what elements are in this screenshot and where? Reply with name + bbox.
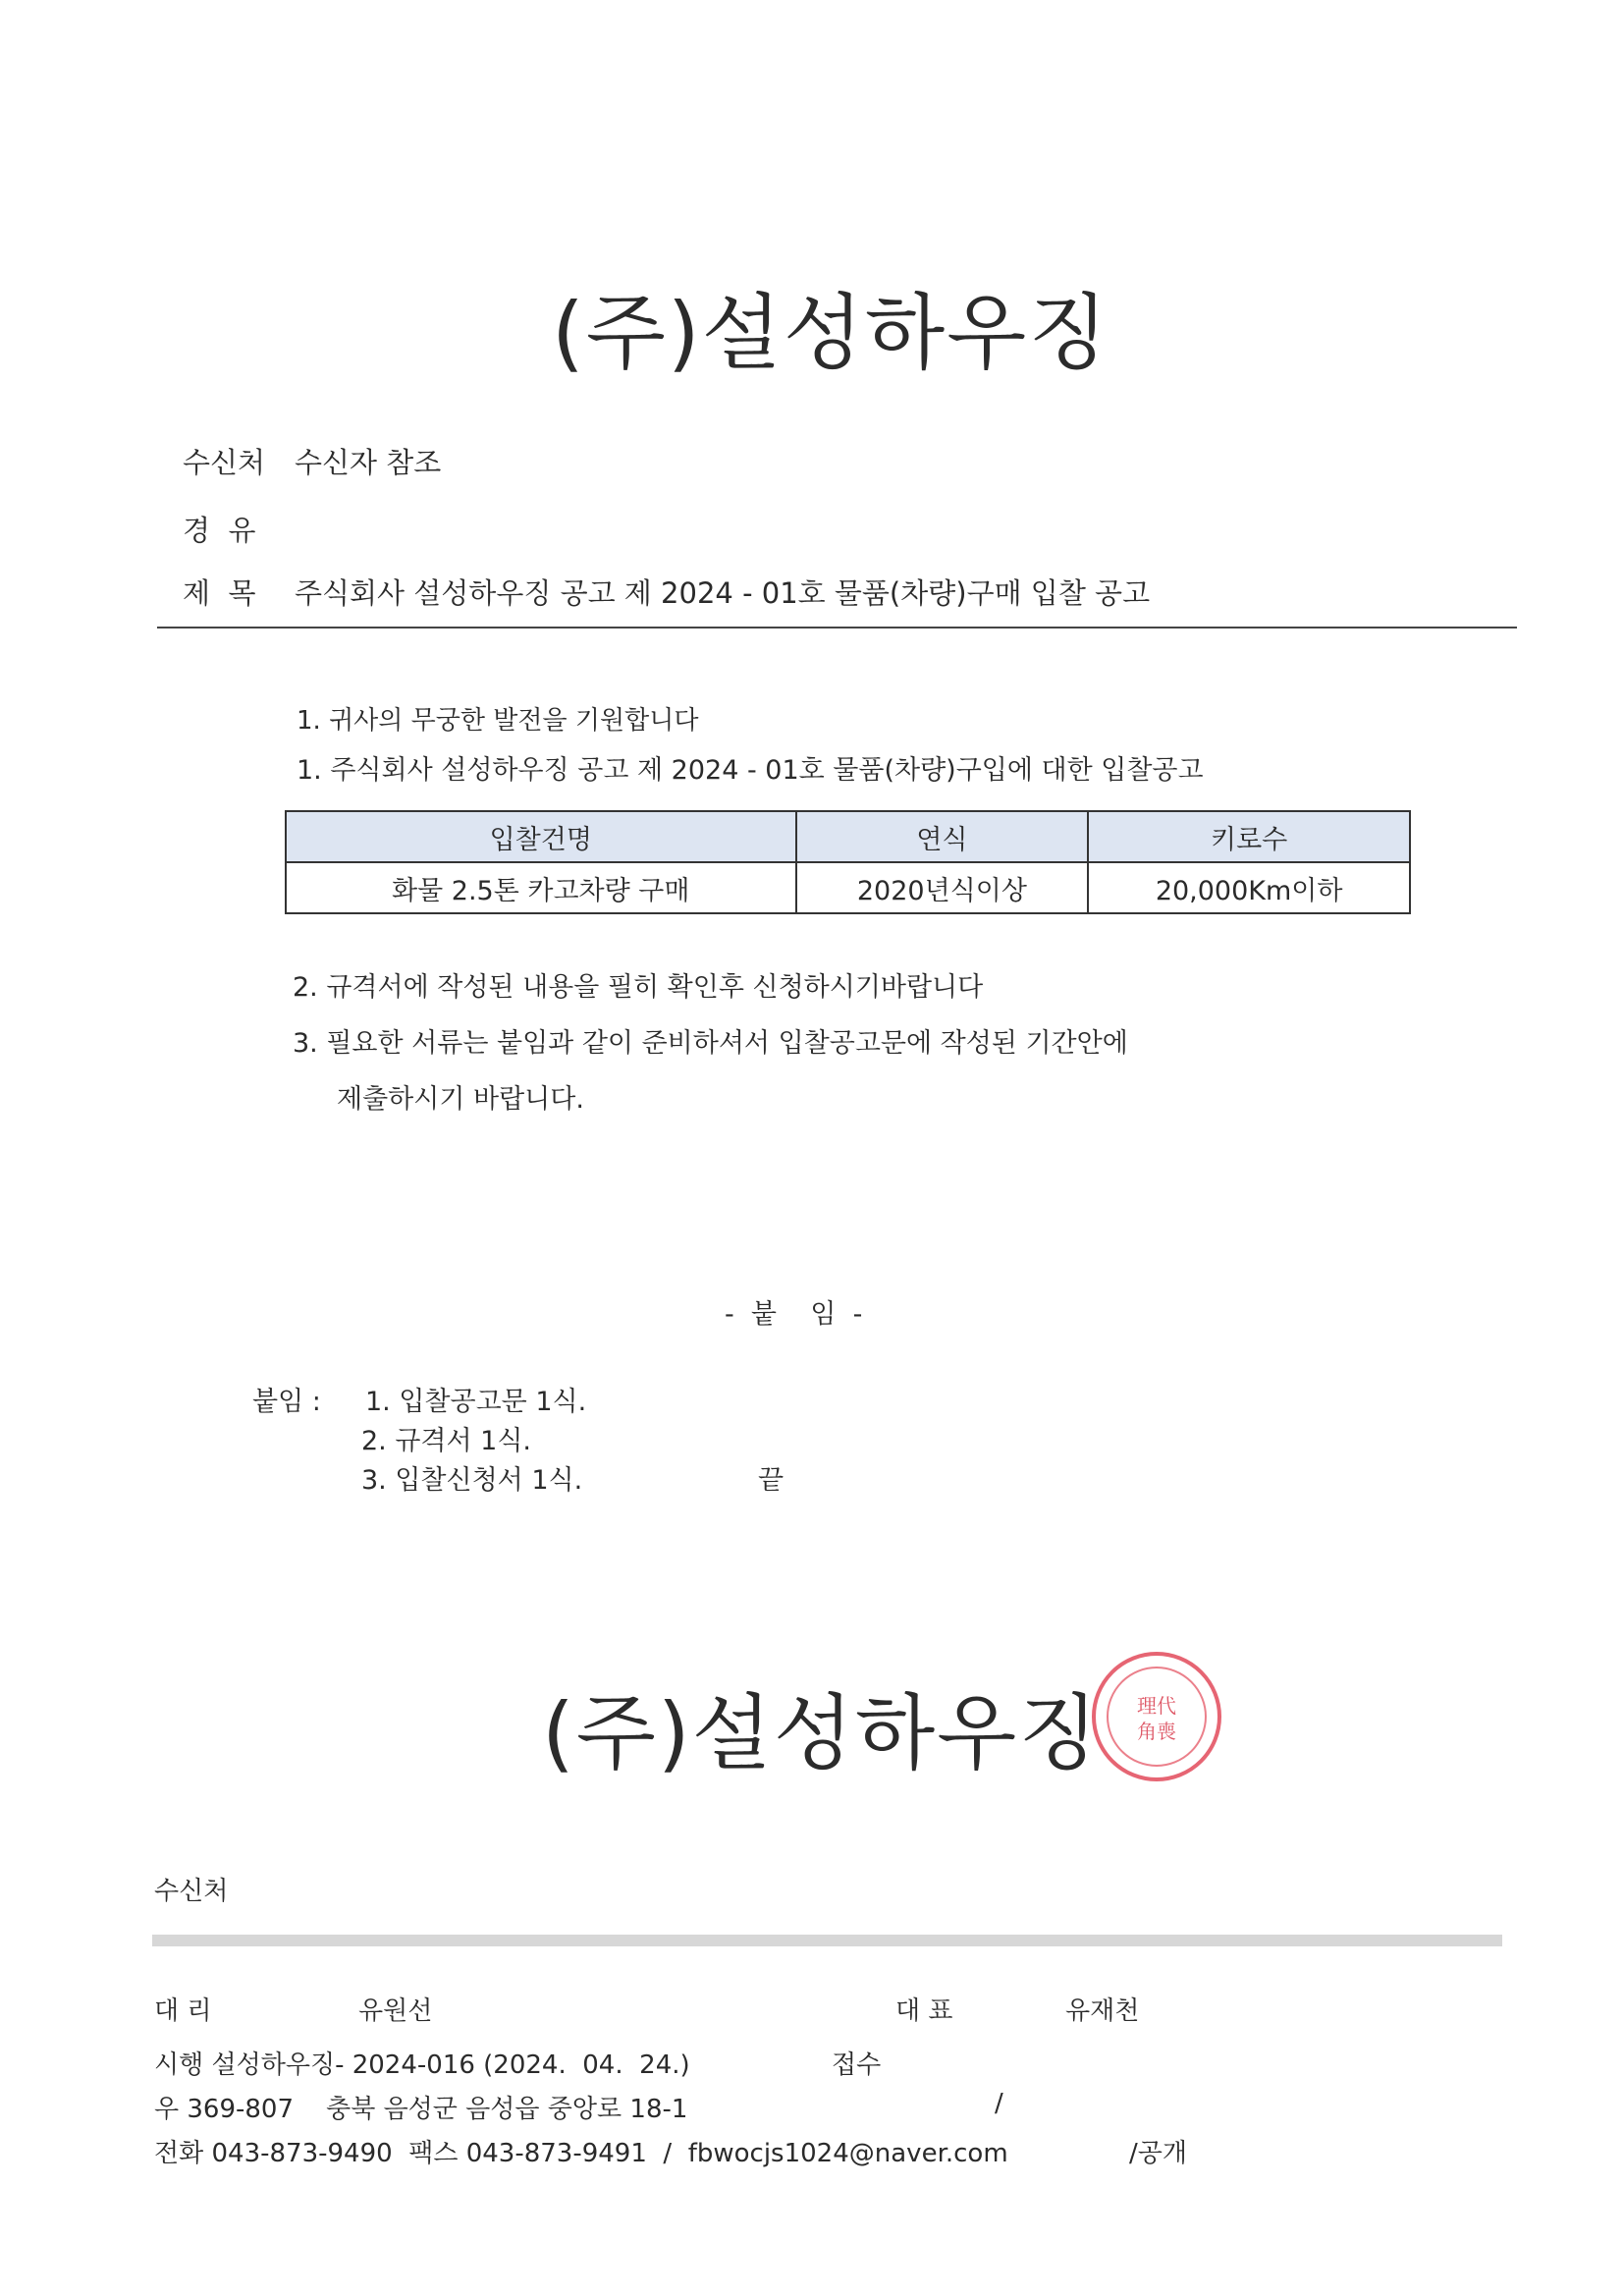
bid-table	[285, 810, 1411, 914]
greeting-line: 1. 귀사의 무궁한 발전을 기원합니다	[297, 706, 699, 736]
address-slash: /	[995, 2089, 1003, 2118]
attachments-label: 붙임 :	[252, 1387, 321, 1417]
issue-line: 시행 설성하우징- 2024-016 (2024. 04. 24.)	[154, 2050, 690, 2080]
via-label: 경 유	[183, 514, 256, 547]
representative-label: 대 표	[895, 1996, 953, 2026]
disclosure-label: /공개	[1129, 2139, 1187, 2168]
address-line: 우 369-807 충북 음성군 음성읍 중앙로 18-1	[154, 2095, 688, 2124]
column-header: 키로수	[1088, 811, 1410, 862]
attachments-heading: - 붙 임 -	[725, 1299, 863, 1330]
subject-label: 제 목	[183, 576, 256, 610]
svg-text:理代: 理代	[1137, 1694, 1176, 1718]
company-seal	[1088, 1648, 1225, 1785]
subject-value: 주식회사 설성하우징 공고 제 2024 - 01호 물품(차량)구매 입찰 공고	[295, 576, 1151, 610]
attachment-item: 1. 입찰공고문 1식.	[365, 1387, 587, 1417]
table-header-row	[286, 811, 1410, 862]
table-row	[286, 862, 1410, 913]
table-cell: 2020년식이상	[796, 862, 1089, 913]
item-3: 3. 필요한 서류는 붙임과 같이 준비하셔서 입찰공고문에 작성된 기간안에	[293, 1028, 1128, 1059]
column-header: 연식	[796, 811, 1089, 862]
end-mark: 끝	[758, 1465, 784, 1496]
company-title: (주)설성하우징	[552, 285, 1110, 381]
representative-name: 유재천	[1065, 1996, 1140, 2026]
footer-company-title: (주)설성하우징	[542, 1685, 1101, 1781]
receipt-label: 접수	[832, 2050, 882, 2080]
item-2: 2. 규격서에 작성된 내용을 필히 확인후 신청하시기바랍니다	[293, 972, 984, 1003]
recipient-label: 수신처	[183, 446, 266, 479]
attachment-item: 3. 입찰신청서 1식.	[361, 1465, 583, 1496]
announcement-line: 1. 주식회사 설성하우징 공고 제 2024 - 01호 물품(차량)구입에 대한 입찰공고	[297, 755, 1204, 786]
recipient-value: 수신자 참조	[295, 446, 442, 479]
svg-text:角喪: 角喪	[1137, 1720, 1176, 1743]
item-3-continued: 제출하시기 바랍니다.	[337, 1084, 584, 1115]
agent-name: 유원선	[358, 1996, 433, 2026]
table-cell: 20,000Km이하	[1088, 862, 1410, 913]
column-header: 입찰건명	[286, 811, 796, 862]
attachment-item: 2. 규격서 1식.	[361, 1426, 532, 1456]
footer-divider-band	[152, 1935, 1502, 1946]
header-divider	[157, 627, 1517, 629]
footer-recipient-label: 수신처	[154, 1877, 229, 1906]
agent-label: 대 리	[154, 1996, 212, 2026]
table-cell: 화물 2.5톤 카고차량 구매	[286, 862, 796, 913]
contact-line: 전화 043-873-9490 팩스 043-873-9491 / fbwocjs1024@naver.com	[154, 2139, 1008, 2168]
